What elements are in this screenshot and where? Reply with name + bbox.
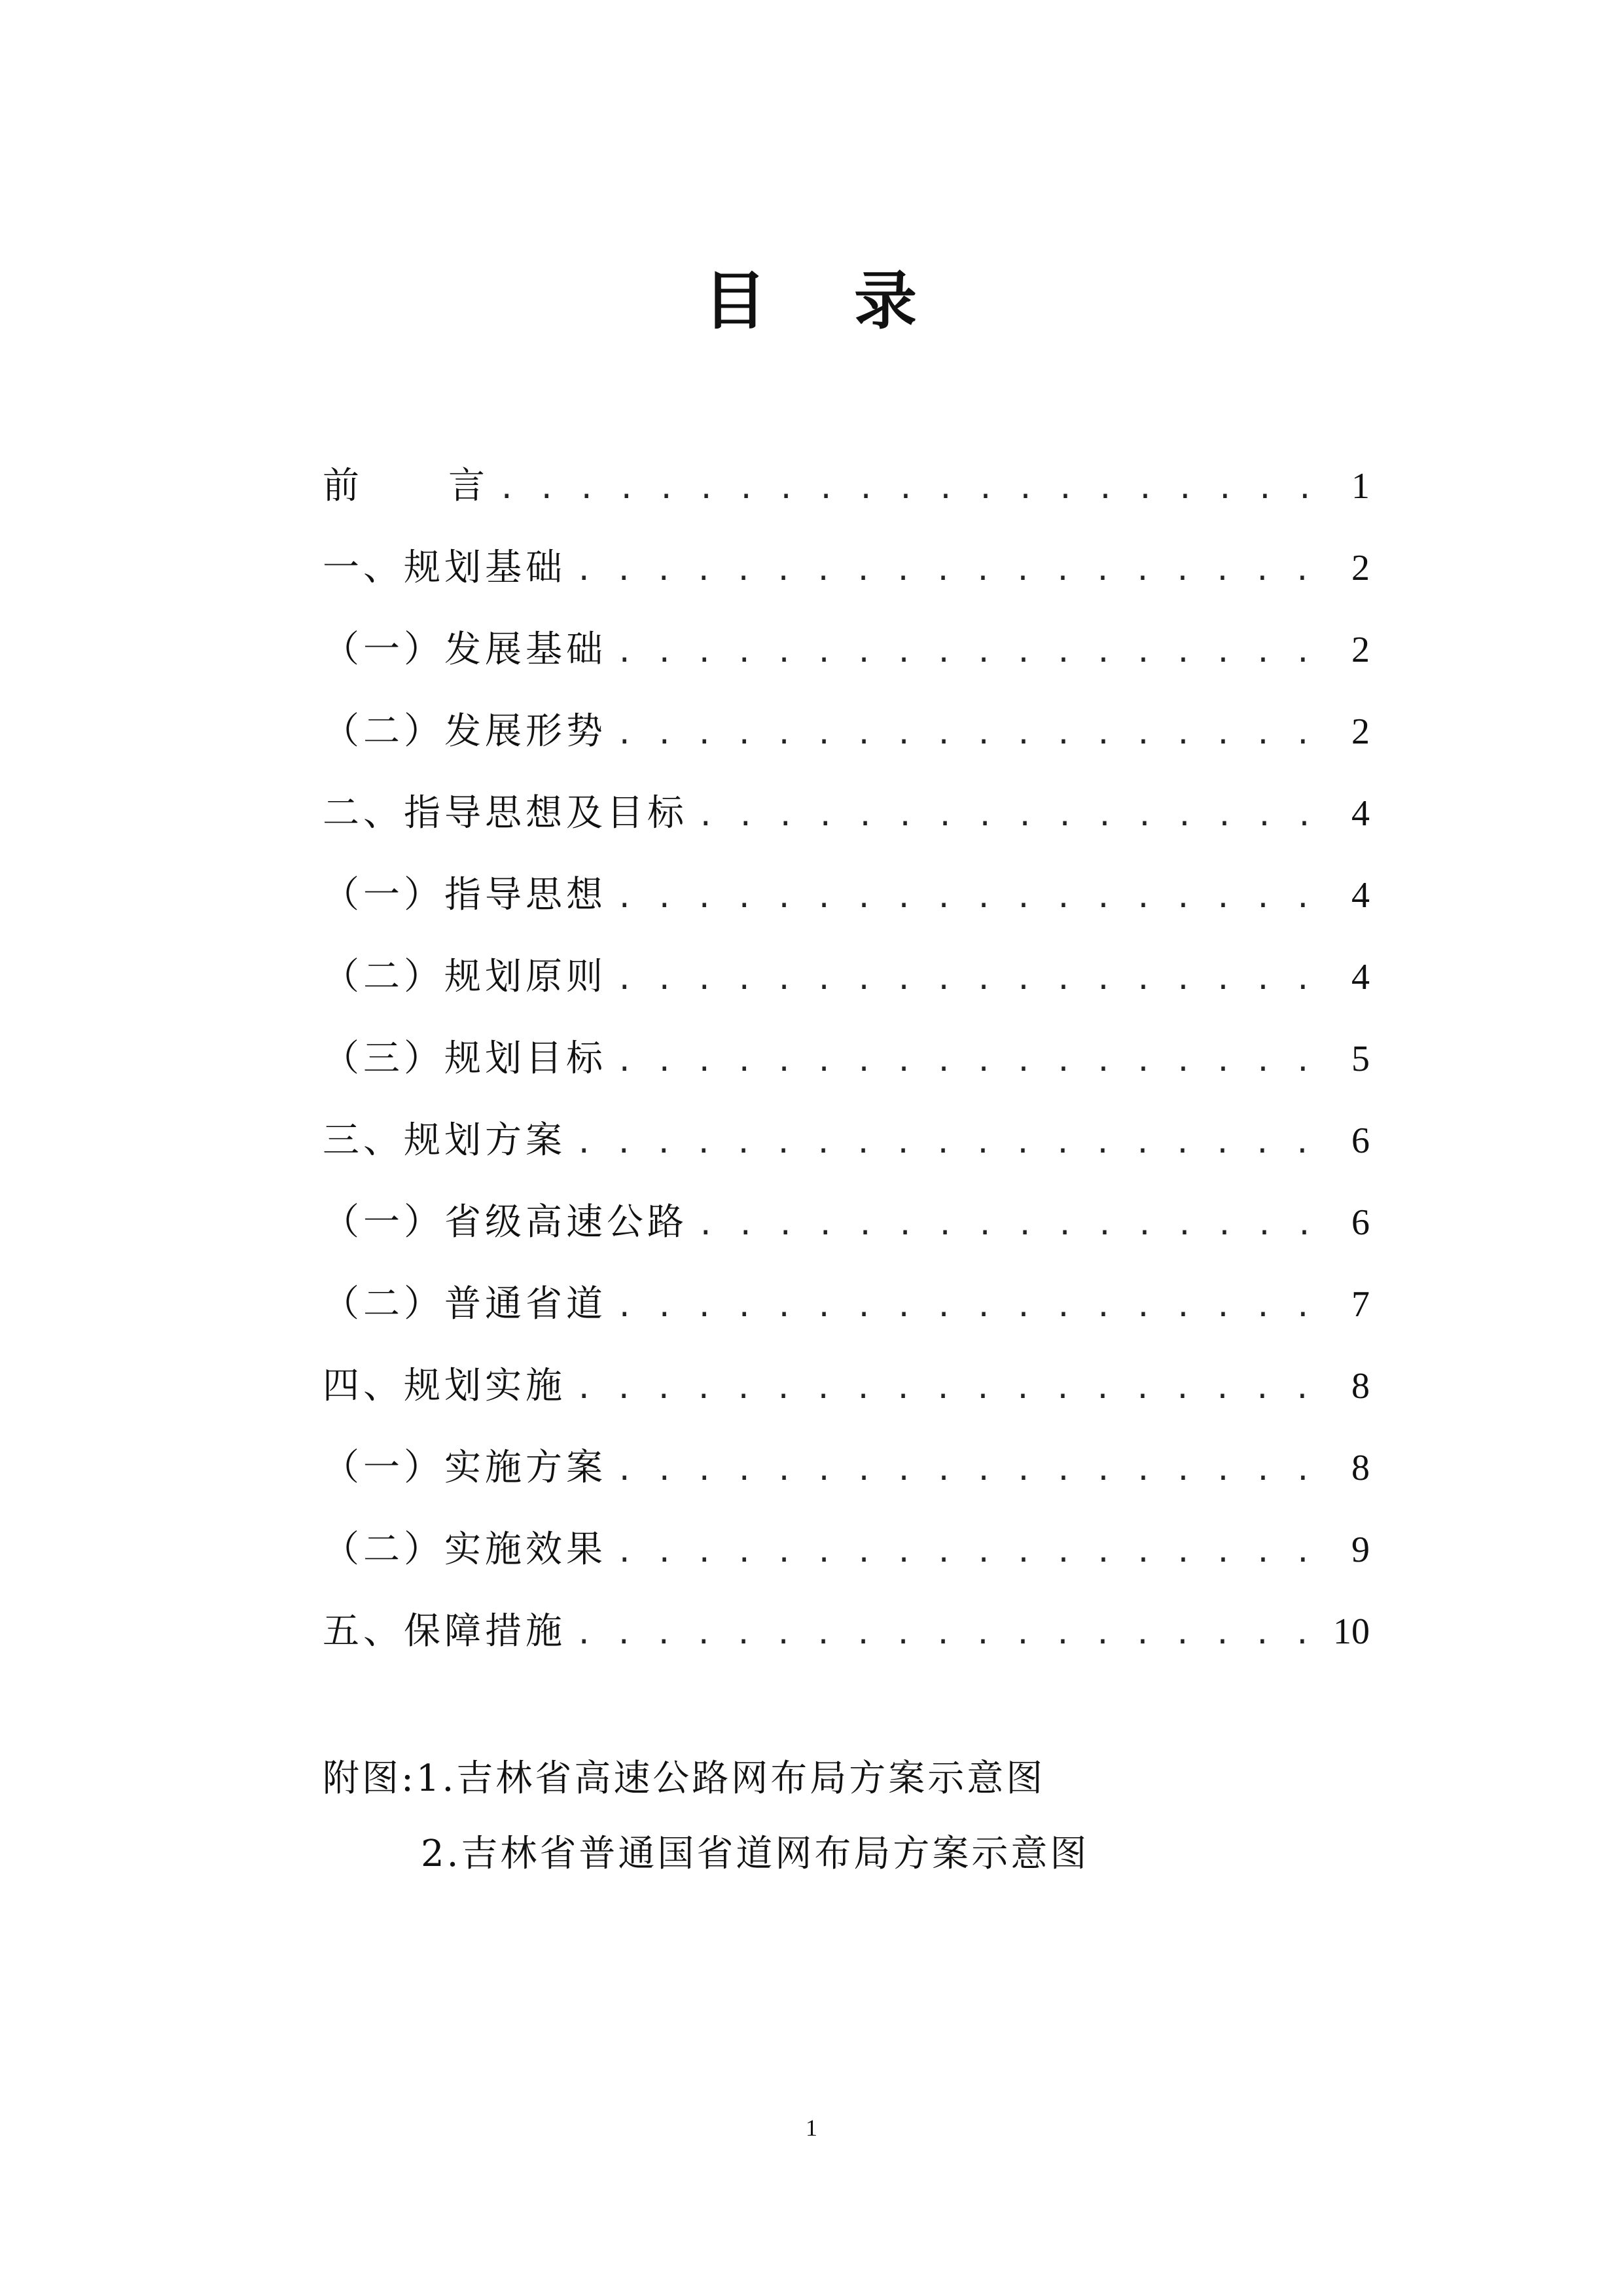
title-char-1: 目	[704, 264, 769, 338]
toc-entry[interactable]	[323, 1427, 1370, 1509]
toc-entry-label: （二）发展形势	[323, 710, 607, 753]
toc-entry-label: 四、规划实施	[323, 1365, 566, 1407]
toc-entry-label: （二）实施效果	[323, 1528, 607, 1571]
toc-page-number: 2	[1351, 548, 1370, 588]
toc-leader-dots	[575, 1348, 1321, 1427]
toc-entry[interactable]	[323, 1018, 1370, 1100]
page-title	[0, 262, 1623, 340]
toc-entry-label: （一）发展基础	[323, 628, 607, 671]
toc-leader-dots	[575, 1593, 1321, 1672]
toc-entry[interactable]	[323, 609, 1370, 691]
toc-entry-label: （一）实施方案	[323, 1446, 607, 1489]
toc-entry[interactable]	[323, 772, 1370, 854]
toc-page-number: 8	[1351, 1448, 1370, 1488]
toc-entry[interactable]	[323, 1345, 1370, 1427]
toc-label-part-1: 前	[323, 465, 363, 507]
toc-leader-dots	[616, 1429, 1321, 1509]
toc-entry[interactable]	[323, 1100, 1370, 1181]
toc-entry-label: 一、规划基础	[323, 547, 566, 589]
toc-page-number: 2	[1351, 630, 1370, 670]
toc-page-number: 4	[1351, 793, 1370, 834]
toc-entry-label: 五、保障措施	[323, 1610, 566, 1653]
toc-entry-label: （一）指导思想	[323, 874, 607, 916]
toc-entry-label: 三、规划方案	[323, 1119, 566, 1162]
toc-leader-dots	[616, 1020, 1321, 1100]
toc-page-number: 8	[1351, 1366, 1370, 1407]
toc-leader-dots	[697, 775, 1321, 854]
toc-leader-dots	[575, 1102, 1321, 1181]
toc-page-number: 10	[1333, 1611, 1370, 1652]
toc-entry-label: 二、指导思想及目标	[323, 792, 688, 834]
toc-page-number: 1	[1351, 466, 1370, 507]
toc-entry-preface[interactable]	[323, 445, 1370, 527]
toc-entry[interactable]	[323, 1590, 1370, 1672]
toc-entry-label	[323, 445, 489, 527]
toc-entry[interactable]	[323, 1509, 1370, 1590]
toc-leader-dots	[616, 693, 1321, 772]
toc-entry[interactable]	[323, 854, 1370, 936]
footer-page-number: 1	[806, 2115, 817, 2141]
toc-leader-dots	[616, 939, 1321, 1018]
toc-leader-dots	[616, 611, 1321, 691]
appendix-line-1: 附图:1.吉林省高速公路网布局方案示意图	[323, 1757, 1046, 1800]
toc-leader-dots	[616, 857, 1321, 936]
toc-leader-dots	[616, 1511, 1321, 1590]
toc-page-number: 6	[1351, 1202, 1370, 1243]
title-char-2: 录	[854, 264, 919, 338]
toc-page-number: 2	[1351, 711, 1370, 752]
appendix-figures	[323, 1741, 1435, 1892]
toc-leader-dots	[616, 1266, 1321, 1345]
toc-label-part-2: 言	[448, 465, 489, 507]
toc-entry-label: （一）省级高速公路	[323, 1201, 688, 1244]
toc-entry[interactable]	[323, 691, 1370, 772]
toc-entry[interactable]	[323, 1263, 1370, 1345]
toc-entry[interactable]	[323, 1181, 1370, 1263]
toc-page-number: 5	[1351, 1039, 1370, 1079]
toc-entry[interactable]	[323, 527, 1370, 609]
toc-leader-dots	[575, 529, 1321, 609]
toc-page-number: 4	[1351, 957, 1370, 997]
toc-entry-label: （二）规划原则	[323, 956, 607, 998]
toc-leader-dots	[697, 1184, 1321, 1263]
toc-entry-label: （三）规划目标	[323, 1037, 607, 1080]
toc-entry[interactable]	[323, 936, 1370, 1018]
toc-entry-label: （二）普通省道	[323, 1283, 607, 1325]
toc-page-number: 6	[1351, 1121, 1370, 1161]
toc-page-number: 4	[1351, 875, 1370, 916]
toc-page-number: 9	[1351, 1530, 1370, 1570]
toc-leader-dots	[498, 448, 1321, 527]
appendix-line-2: 2.吉林省普通国省道网布局方案示意图	[421, 1833, 1090, 1875]
toc-page-number: 7	[1351, 1284, 1370, 1325]
table-of-contents	[323, 445, 1370, 1672]
